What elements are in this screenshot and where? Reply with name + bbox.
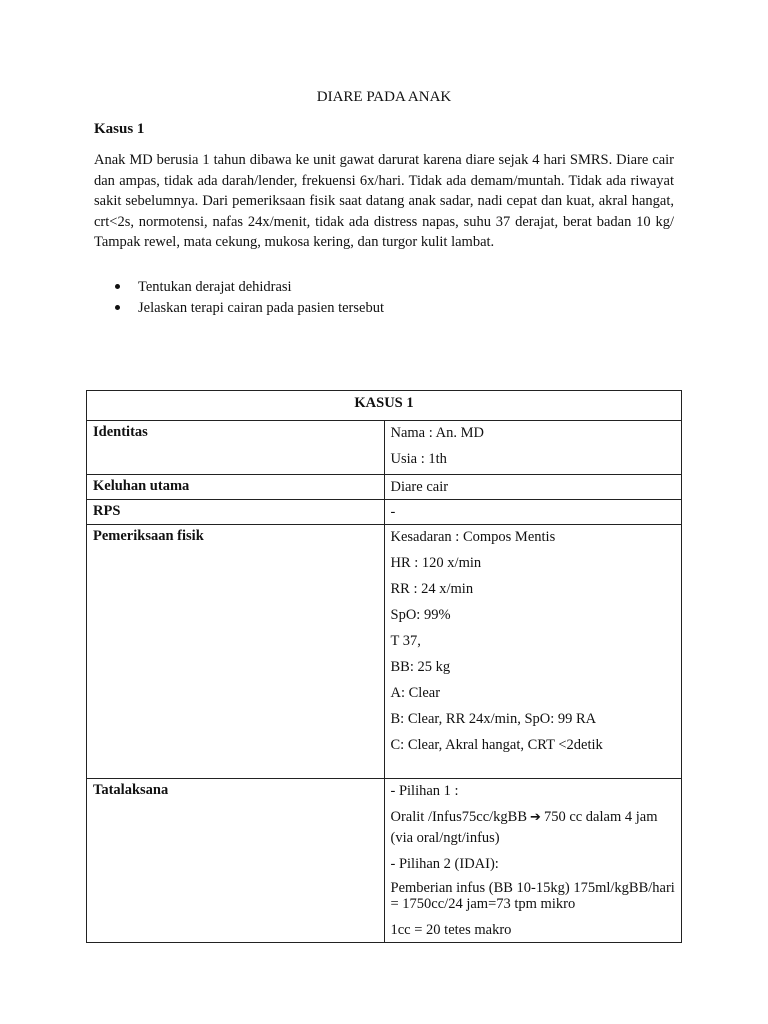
table-header: KASUS 1	[87, 391, 682, 421]
table-header-row	[87, 391, 682, 421]
task-text: Jelaskan terapi cairan pada pasien tersebut	[138, 300, 384, 316]
table-row	[87, 525, 682, 779]
exam-line: T 37,	[390, 633, 421, 649]
keluhan-value: Diare cair	[390, 479, 449, 495]
case-heading: Kasus 1	[94, 121, 145, 137]
exam-line: C: Clear, Akral hangat, CRT <2detik	[390, 737, 603, 753]
row-label-tatalaksana: Tatalaksana	[87, 779, 385, 943]
row-label-pemeriksaan: Pemeriksaan fisik	[87, 525, 385, 779]
task-text: Tentukan derajat dehidrasi	[138, 279, 292, 295]
task-item	[94, 298, 384, 319]
case-description: Anak MD berusia 1 tahun dibawa ke unit gawat darurat karena diare sejak 4 hari SMRS. Diare cair dan ampas, tidak ada darah/lender, frekuensi 6x/hari. Tidak ada demam/muntah. Tidak ada riwayat sakit sebelumnya. Dari pemeriksaan fisik saat datang anak sadar, nadi cepat dan kuat, akral hangat, crt<2s, normotensi, nafas 24x/menit, tidak ada distress napas, suhu 37 derajat, berat badan 10 kg/ Tampak rewel, mata cekung, mukosa kering, dan turgor kulit lambat.	[94, 152, 674, 250]
row-value-identitas	[384, 421, 682, 475]
pilihan-1: - Pilihan 1 :	[390, 783, 459, 799]
oralit-left: Oralit /Infus75cc/kgBB	[390, 809, 528, 825]
bullet-icon	[115, 284, 120, 289]
document-title: DIARE PADA ANAK	[316, 89, 452, 105]
row-label-rps: RPS	[87, 500, 385, 525]
row-value-pemeriksaan	[384, 525, 682, 779]
oralit-line	[391, 807, 676, 848]
pilihan-2: - Pilihan 2 (IDAI):	[390, 856, 499, 872]
row-value-keluhan	[384, 475, 682, 500]
arrow-right-icon: ➔	[530, 810, 541, 825]
exam-line: Kesadaran : Compos Mentis	[390, 529, 556, 545]
row-value-tatalaksana	[384, 779, 682, 943]
row-label-keluhan: Keluhan utama	[87, 475, 385, 500]
table-row	[87, 779, 682, 943]
identitas-nama: Nama : An. MD	[390, 425, 484, 441]
exam-line: BB: 25 kg	[390, 659, 451, 675]
exam-line: B: Clear, RR 24x/min, SpO: 99 RA	[390, 711, 597, 727]
oralit-right: 750 cc dalam 4 jam (via oral/ngt/infus)	[390, 809, 658, 846]
exam-line: A: Clear	[390, 685, 441, 701]
table-row	[87, 421, 682, 475]
table-row	[87, 500, 682, 525]
bullet-icon	[115, 305, 120, 310]
rps-value: -	[390, 504, 396, 520]
case-table	[86, 390, 682, 943]
exam-line: HR : 120 x/min	[390, 555, 482, 571]
exam-line: RR : 24 x/min	[390, 581, 474, 597]
identitas-usia: Usia : 1th	[390, 451, 447, 467]
task-item	[94, 277, 384, 298]
table-row	[87, 475, 682, 500]
infus-line: Pemberian infus (BB 10-15kg) 175ml/kgBB/hari = 1750cc/24 jam=73 tpm mikro	[390, 880, 675, 912]
exam-line: SpO: 99%	[390, 607, 451, 623]
row-value-rps	[384, 500, 682, 525]
row-label-identitas: Identitas	[87, 421, 385, 475]
task-list	[94, 277, 384, 319]
tetes-line: 1cc = 20 tetes makro	[390, 922, 512, 938]
